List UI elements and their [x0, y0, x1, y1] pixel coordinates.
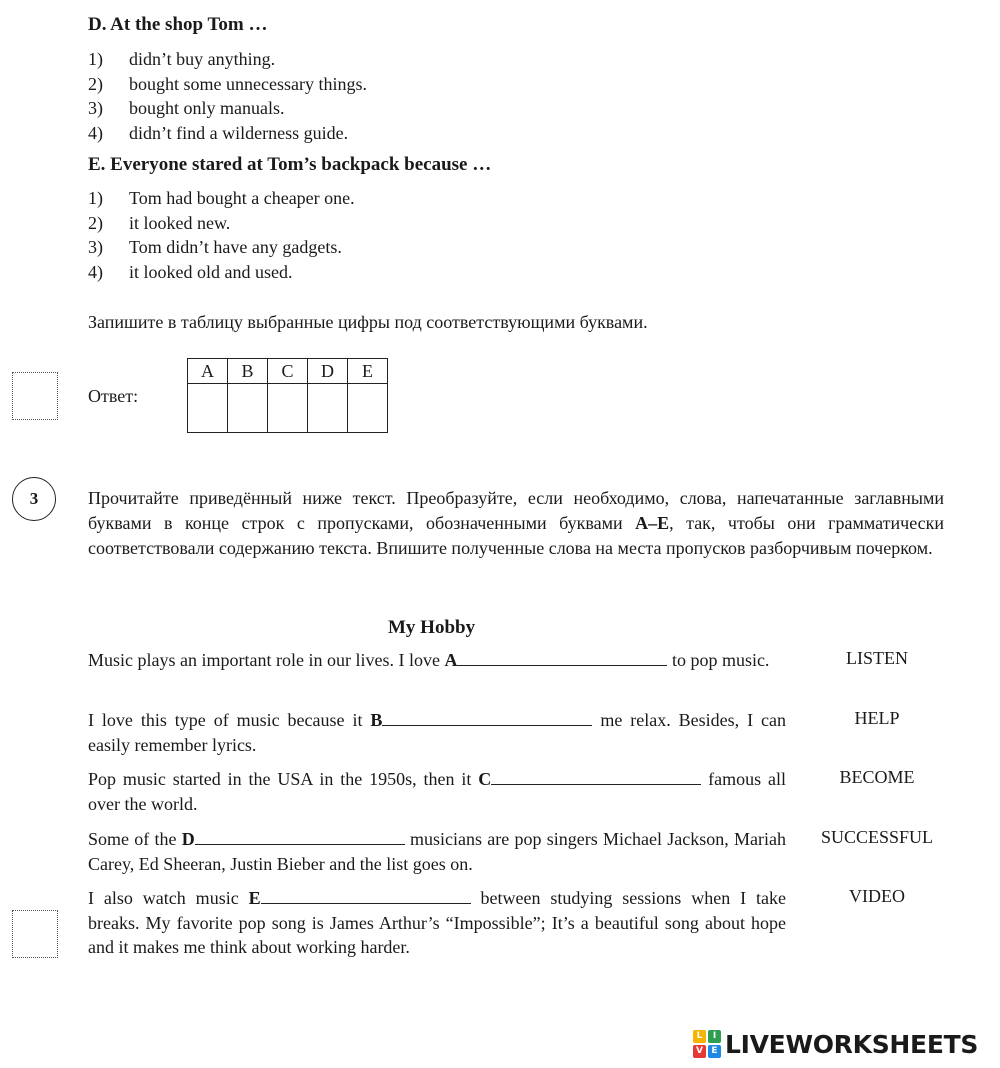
answer-input-cell[interactable]: [308, 384, 348, 433]
text-row: I also watch music E between studying sessions when I take breaks. My favorite pop song is James Arthur’s “Impossible”; It’s a beautiful song about hope and it makes me think about working harder.: [88, 888, 786, 957]
question-e-options: [88, 186, 355, 284]
answer-blank-a[interactable]: [457, 649, 667, 666]
option-item[interactable]: 3) Tom didn’t have any gadgets.: [88, 237, 342, 257]
question-d-title: D. At the shop Tom …: [88, 14, 268, 35]
question-e-title: E. Everyone stared at Tom’s backpack because …: [88, 154, 492, 175]
answer-label: Ответ:: [88, 386, 139, 406]
answer-header-cell: A: [188, 359, 228, 384]
logo-text: LIVEWORKSHEETS: [725, 1029, 979, 1059]
text-title: My Hobby: [388, 617, 476, 638]
answer-header-cell: C: [268, 359, 308, 384]
option-item[interactable]: 2) bought some unnecessary things.: [88, 73, 367, 94]
task-number-badge: 3: [12, 477, 56, 521]
answer-input-cell[interactable]: [268, 384, 308, 433]
score-box: [12, 372, 58, 420]
answer-blank-e[interactable]: [261, 887, 471, 904]
option-item[interactable]: 2) it looked new.: [88, 212, 231, 233]
question-d-options: [88, 47, 367, 145]
text-row: Some of the D musicians are pop singers Michael Jackson, Mariah Carey, Ed Sheeran, Justin Bieber and the list goes on.: [88, 829, 786, 874]
answer-input-cell[interactable]: [188, 384, 228, 433]
text-row: Pop music started in the USA in the 1950s, then it C famous all over the world.: [88, 769, 787, 814]
answer-header-cell: E: [348, 359, 388, 384]
answer-input-cell[interactable]: [348, 384, 388, 433]
option-item[interactable]: 1) didn’t buy anything.: [88, 49, 276, 69]
base-word: BECOME: [839, 767, 915, 787]
answer-table: [187, 358, 388, 433]
answer-header-cell: D: [308, 359, 348, 384]
answer-input-cell[interactable]: [228, 384, 268, 433]
base-word: HELP: [854, 708, 900, 728]
base-word: LISTEN: [846, 648, 908, 668]
answer-blank-c[interactable]: [491, 768, 701, 785]
logo-mark-icon: L I V E: [693, 1030, 721, 1058]
answer-blank-b[interactable]: [382, 709, 592, 726]
text-row: Music plays an important role in our lives. I love A to pop music.: [88, 650, 770, 670]
score-box: [12, 910, 58, 958]
option-item[interactable]: 3) bought only manuals.: [88, 98, 285, 118]
answer-header-cell: B: [228, 359, 268, 384]
option-item[interactable]: 4) it looked old and used.: [88, 261, 293, 282]
option-item[interactable]: 1) Tom had bought a cheaper one.: [88, 188, 355, 208]
base-word: SUCCESSFUL: [820, 827, 934, 847]
task-instruction: Прочитайте приведённый ниже текст. Преобразуйте, если необходимо, слова, напечатанные заглавными буквами в конце строк с пропусками, обозначенными буквами A–E, так, чтобы они грамматически соответствовали содержанию текста. Впишите полученные слова на места пропусков разборчивым почерком.: [88, 488, 944, 558]
instruction-text: Запишите в таблицу выбранные цифры под соответствующими буквами.: [88, 312, 648, 332]
text-row: I love this type of music because it B me relax. Besides, I can easily remember lyrics.: [88, 710, 786, 755]
liveworksheets-logo: [693, 1026, 978, 1062]
option-item[interactable]: 4) didn’t find a wilderness guide.: [88, 122, 349, 143]
answer-blank-d[interactable]: [195, 828, 405, 845]
base-word: VIDEO: [849, 886, 905, 906]
